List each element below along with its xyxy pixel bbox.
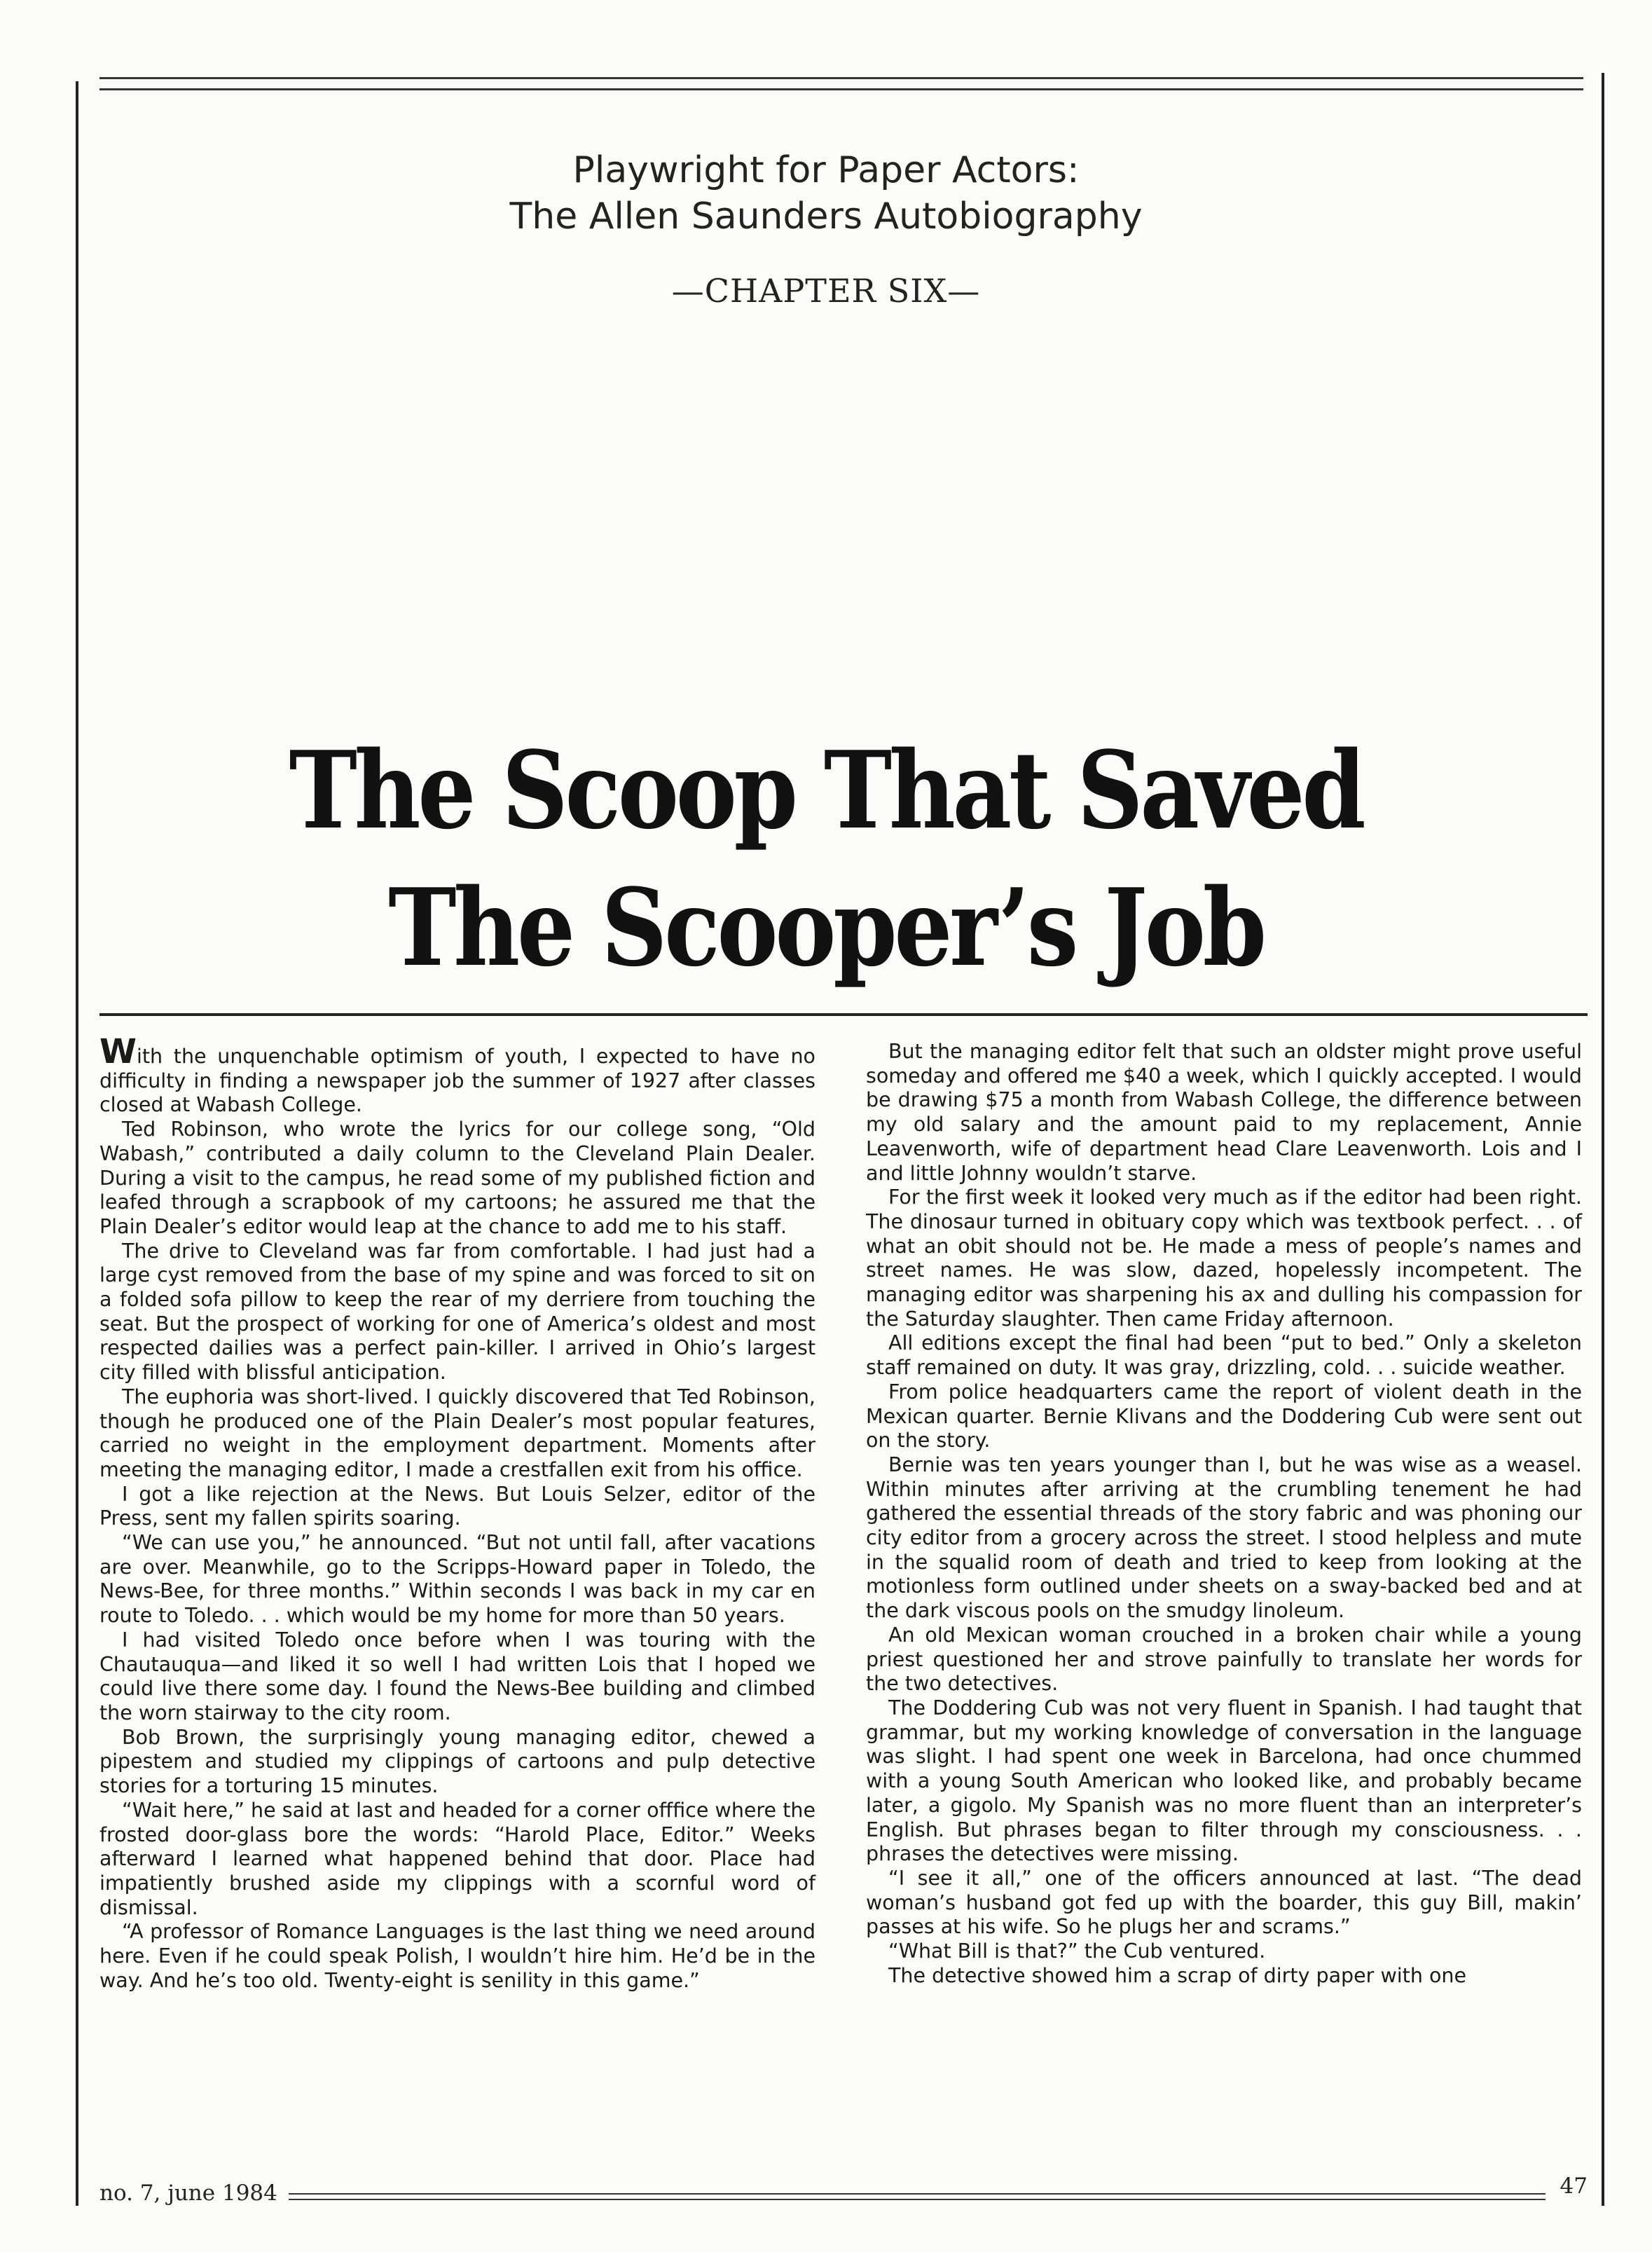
paragraph: Ted Robinson, who wrote the lyrics for our college song, “Old Wabash,” contributed a daily column to the Cleveland Plain Dealer. During a visit to the campus, he read some of my published fiction and leafed through a scrapbook of my cartoons; he assured me that the Plain Dealer’s editor would leap at the chance to add me to his staff. — [99, 1118, 815, 1238]
series-title-line1: Playwright for Paper Actors: — [572, 149, 1080, 191]
chapter-label: —CHAPTER SIX— — [671, 272, 981, 310]
paragraph: The detective showed him a scrap of dirty paper with one — [888, 1963, 1467, 1987]
right-column — [866, 1040, 1582, 1988]
frame-border-left — [76, 81, 78, 2206]
footer-rule-lower — [289, 2199, 1546, 2200]
article-headline — [116, 722, 1536, 996]
headline-line2: The Scooper’s Job — [388, 865, 1264, 990]
paragraph — [99, 1032, 815, 1118]
series-title — [0, 147, 1652, 240]
drop-cap: W — [99, 1032, 137, 1071]
paragraph: “What Bill is that?” the Cub ventured. — [888, 1939, 1266, 1963]
top-rule-inner — [99, 88, 1583, 90]
paragraph: For the first week it looked very much as if the editor had been right. The dinosaur turned in obituary copy which was textbook perfect. . . of what an obit should not be. He made a mess of people’s names and street names. He was slow, dazed, hopelessly incompetent. The managing editor was sharpening his ax and dulling his compassion for the Saturday slaughter. Then came Friday afternoon. — [866, 1186, 1582, 1331]
paragraph: “Wait here,” he said at last and headed for a corner offfice where the frosted door-glass bore the words: “Harold Place, Editor.” Weeks afterward I learned what happened behind that door. Place had impatiently brushed aside my clippings with a scornful word of dismissal. — [99, 1798, 815, 1919]
paragraph: Bernie was ten years younger than I, but he was wise as a weasel. Within minutes after arriving at the crumbling tenement he had gathered the essential threads of the story fabric and was phoning our city editor from a grocery across the street. I stood helpless and mute in the squalid room of death and tried to keep from looking at the motionless form outlined under sheets on a sway-backed bed and at the dark viscous pools on the smudgy linoleum. — [866, 1453, 1582, 1623]
left-column — [99, 1032, 815, 1993]
paragraph: “I see it all,” one of the officers announced at last. “The dead woman’s husband got fed up with the boarder, this guy Bill, makin’ passes at his wife. So he plugs her and scrams.” — [866, 1866, 1582, 1939]
paragraph: I got a like rejection at the News. But Louis Selzer, editor of the Press, sent my fallen spirits soaring. — [99, 1482, 815, 1530]
issue-info: no. 7, june 1984 — [99, 2181, 287, 2206]
paragraph: Bob Brown, the surprisingly young managing editor, chewed a pipestem and studied my clippings of cartoons and pulp detective stories for a torturing 15 minutes. — [99, 1725, 815, 1798]
paragraph: But the managing editor felt that such an oldster might prove useful someday and offered me $40 a week, which I quickly accepted. I would be drawing $75 a month from Wabash College, the difference between my old salary and the amount paid to my replacement, Annie Leavenworth, wife of department head Clare Leavenworth. Lois and I and little Johnny wouldn’t starve. — [866, 1040, 1582, 1185]
paragraph: “A professor of Romance Languages is the last thing we need around here. Even if he could speak Polish, I wouldn’t hire him. He’d be in the way. And he’s too old. Twenty-eight is senility in this game.” — [99, 1920, 815, 1992]
paragraph: The drive to Cleveland was far from comfortable. I had just had a large cyst removed from the base of my spine and was forced to sit on a folded sofa pillow to keep the rear of my derriere from touching the seat. But the prospect of working for one of America’s oldest and most respected dailies was a perfect pain-killer. I arrived in Ohio’s largest city filled with blissful anticipation. — [99, 1239, 815, 1385]
footer-rule — [289, 2193, 1546, 2195]
paragraph: The Doddering Cub was not very fluent in Spanish. I had taught that grammar, but my working knowledge of conversation in the language was slight. I had spent one week in Barcelona, had once chummed with a young South American who looked like, and probably became later, a gigolo. My Spanish was no more fluent than an interpreter’s English. But phrases began to filter through my consciousness. . . phrases the detectives were missing. — [866, 1696, 1582, 1866]
frame-border-right — [1602, 73, 1604, 2206]
headline-rule — [99, 1013, 1588, 1016]
paragraph: The euphoria was short-lived. I quickly discovered that Ted Robinson, though he produced one of the Plain Dealer’s most popular features, carried no weight in the employment department. Moments after meeting the managing editor, I made a crestfallen exit from his office. — [99, 1385, 815, 1481]
paragraph-text: ith the unquenchable optimism of youth, I expected to have no difficulty in finding a newspaper job the summer of 1927 after classes closed at Wabash College. — [99, 1045, 815, 1117]
paragraph: All editions except the final had been “put to bed.” Only a skeleton staff remained on duty. It was gray, drizzling, cold. . . suicide weather. — [866, 1331, 1582, 1380]
page-number: 47 — [1553, 2174, 1588, 2199]
series-title-line2: The Allen Saunders Autobiography — [509, 195, 1143, 238]
paragraph: “We can use you,” he announced. “But not until fall, after vacations are over. Meanwhile, go to the Scripps-Howard paper in Toledo, the News-Bee, for three months.” Within seconds I was back in my car en route to Toledo. . . which would be my home for more than 50 years. — [99, 1531, 815, 1628]
headline-line1: The Scoop That Saved — [289, 727, 1363, 853]
paragraph: An old Mexican woman crouched in a broken chair while a young priest questioned her and strove painfully to translate her words for the two detectives. — [866, 1623, 1582, 1696]
paragraph: I had visited Toledo once before when I was touring with the Chautauqua—and liked it so well I had written Lois that I hoped we could live there some day. I found the News-Bee building and climbed the worn stairway to the city room. — [99, 1628, 815, 1724]
top-rule — [99, 77, 1583, 79]
paragraph: From police headquarters came the report of violent death in the Mexican quarter. Bernie Klivans and the Doddering Cub were sent out on the story. — [866, 1380, 1582, 1453]
page-footer — [99, 2174, 1588, 2209]
